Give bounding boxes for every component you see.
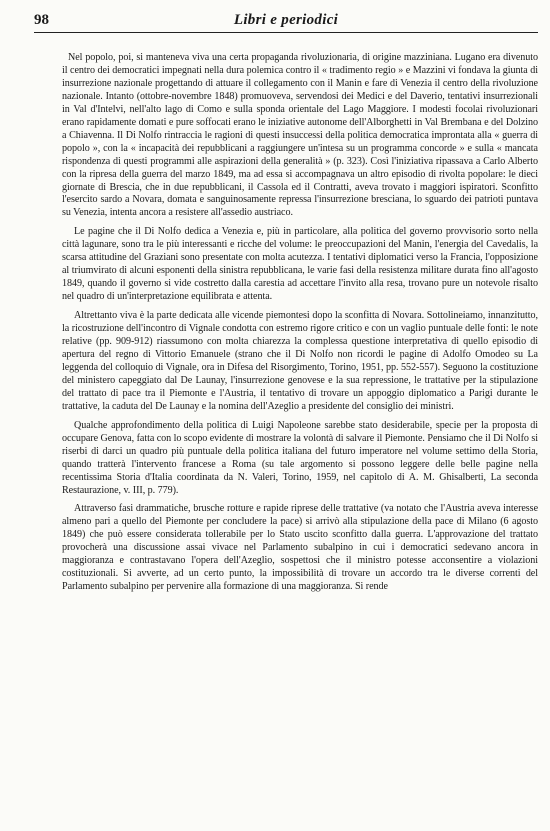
paragraph-2: Le pagine che il Di Nolfo dedica a Venezia e, più in particolare, alla politica del governo provvisorio sorto nella città lagunare, sono tra le più interessanti e ricche del volume: le preoccupazioni del Manin, l'energia del Cavedalis, la scarsa attitudine del Graziani sono presentate con molta acutezza. I tentativi diplomatici verso la Francia, l'opposizione al triumvirato di alcuni esponenti della sinistra repubblicana, le varie fasi della resistenza militare durata fino all'agosto 1849, quando il governo si vide costretto dalla carestia ad accettare l'invito alla resa, trovano pure un notevole risalto nel quadro di un'interpretazione equilibrata e attenta. <box>62 226 538 303</box>
body-text <box>62 52 538 600</box>
running-title: Libri e periodici <box>233 12 339 28</box>
paragraph-3: Altrettanto viva è la parte dedicata alle vicende piemontesi dopo la sconfitta di Novara. Sottolineiamo, innanzitutto, la ricostruzione dell'incontro di Vignale condotta con estremo rigore critico e con un vaglio puntuale delle fonti: le note relative (pp. 909-912) riassumono con molta chiarezza la complessa questione interpretativa di quello episodio di apertura del regno di Vittorio Emanuele (strano che il Di Nolfo non ricordi le pagine di Adolfo Omodeo su La leggenda del colloquio di Vignale, ora in Difesa del Risorgimento, Torino, 1951, pp. 552-557). Seguono la costituzione del ministero capeggiato dal De Launay, l'insurrezione genovese e la sua repressione, le trattative per la stipulazione del trattato di pace tra il Piemonte e l'Austria, il tentativo di trovare un appoggio diplomatico a Parigi durante le trattative, la caduta del De Launay e la nomina dell'Azeglio a presidente del consiglio dei ministri. <box>62 310 538 412</box>
page-header <box>34 10 538 33</box>
paragraph-1: Nel popolo, poi, si manteneva viva una certa propaganda rivoluzionaria, di origine mazziniana. Lugano era divenuto il centro dei democratici impegnati nella dura polemica contro il « tradimento regio » e Mazzini vi fondava la giunta di insurrezione nazionale progettando di attuare il collegamento con il Manin e fare di Venezia il centro della rivoluzione nazionale. Intanto (ottobre-novembre 1848) promuoveva, servendosi dei Medici e del Daverio, tentativi insurrezionali in Val d'Intelvi, nell'alto lago di Como e sulla sponda orientale del Lago Maggiore. I modesti focolai rivoluzionari erano rapidamente domati e pure soffocati erano le iniziative autonome dell'Alborghetti in Val Brembana e del Dolzino a Chiavenna. Il Di Nolfo rintraccia le ragioni di questi insuccessi della politica democratica improntata alla « guerra di popolo », con la « incapacità dei repubblicani a raggiungere un'intesa su un programma concorde » e sulla « mancata rispondenza di questi programmi alle aspirazioni della generalità » (p. 323). Così l'iniziativa ripassava a Carlo Alberto con la ripresa della guerra del marzo 1849, ma ad essa si accompagnava un altro episodio di rivolta popolare: le dieci giornate di Brescia, che in due repubblicani, il Cassola ed il Contratti, aveva trovato i maggiori ispiratori. Sconfitto l'esercito sardo a Novara, domata e sanguinosamente repressa l'insurrezione bresciana, lo sguardo dei patrioti puntava su Venezia, intenta ancora a resistere all'assedio austriaco. <box>62 52 538 219</box>
paragraph-5: Attraverso fasi drammatiche, brusche rotture e rapide riprese delle trattative (va notato che l'Austria aveva interesse almeno pari a quello del Piemonte per concludere la pace) si arrivò alla stipulazione della pace di Milano (6 agosto 1849) che può essere considerata tollerabile per lo Stato uscito sconfitto dalla guerra. L'approvazione del trattato provocherà una discussione assai vivace nel Parlamento subalpino in cui i democratici sedevano ancora in maggioranza e contrastavano l'opera dell'Azeglio, sospettosi che il ministro potesse acconsentire a violazioni costituzionali. Si avverte, ad un certo punto, la impossibilità di trovare un accordo tra le diverse correnti del Parlamento subalpino per pervenire alla formazione di una maggioranza. Si rende <box>62 503 538 593</box>
page-number: 98 <box>34 12 49 28</box>
paragraph-4: Qualche approfondimento della politica di Luigi Napoleone sarebbe stato desiderabile, specie per la proposta di occupare Genova, fatta con lo scopo evidente di mostrare la volontà di salvare il Piemonte. Pensiamo che il Di Nolfo si riserbi di darci un quadro più puntuale della politica italiana del futuro imperatore nel volume settimo della Storia, quando tratterà l'intervento francese a Roma (su tale argomento si possono leggere delle belle pagine nella recentissima Storia d'Italia coordinata da N. Valeri, Torino, 1959, nel capitolo di A. M. Ghisalberti, La seconda Restaurazione, v. III, p. 779). <box>62 419 538 496</box>
